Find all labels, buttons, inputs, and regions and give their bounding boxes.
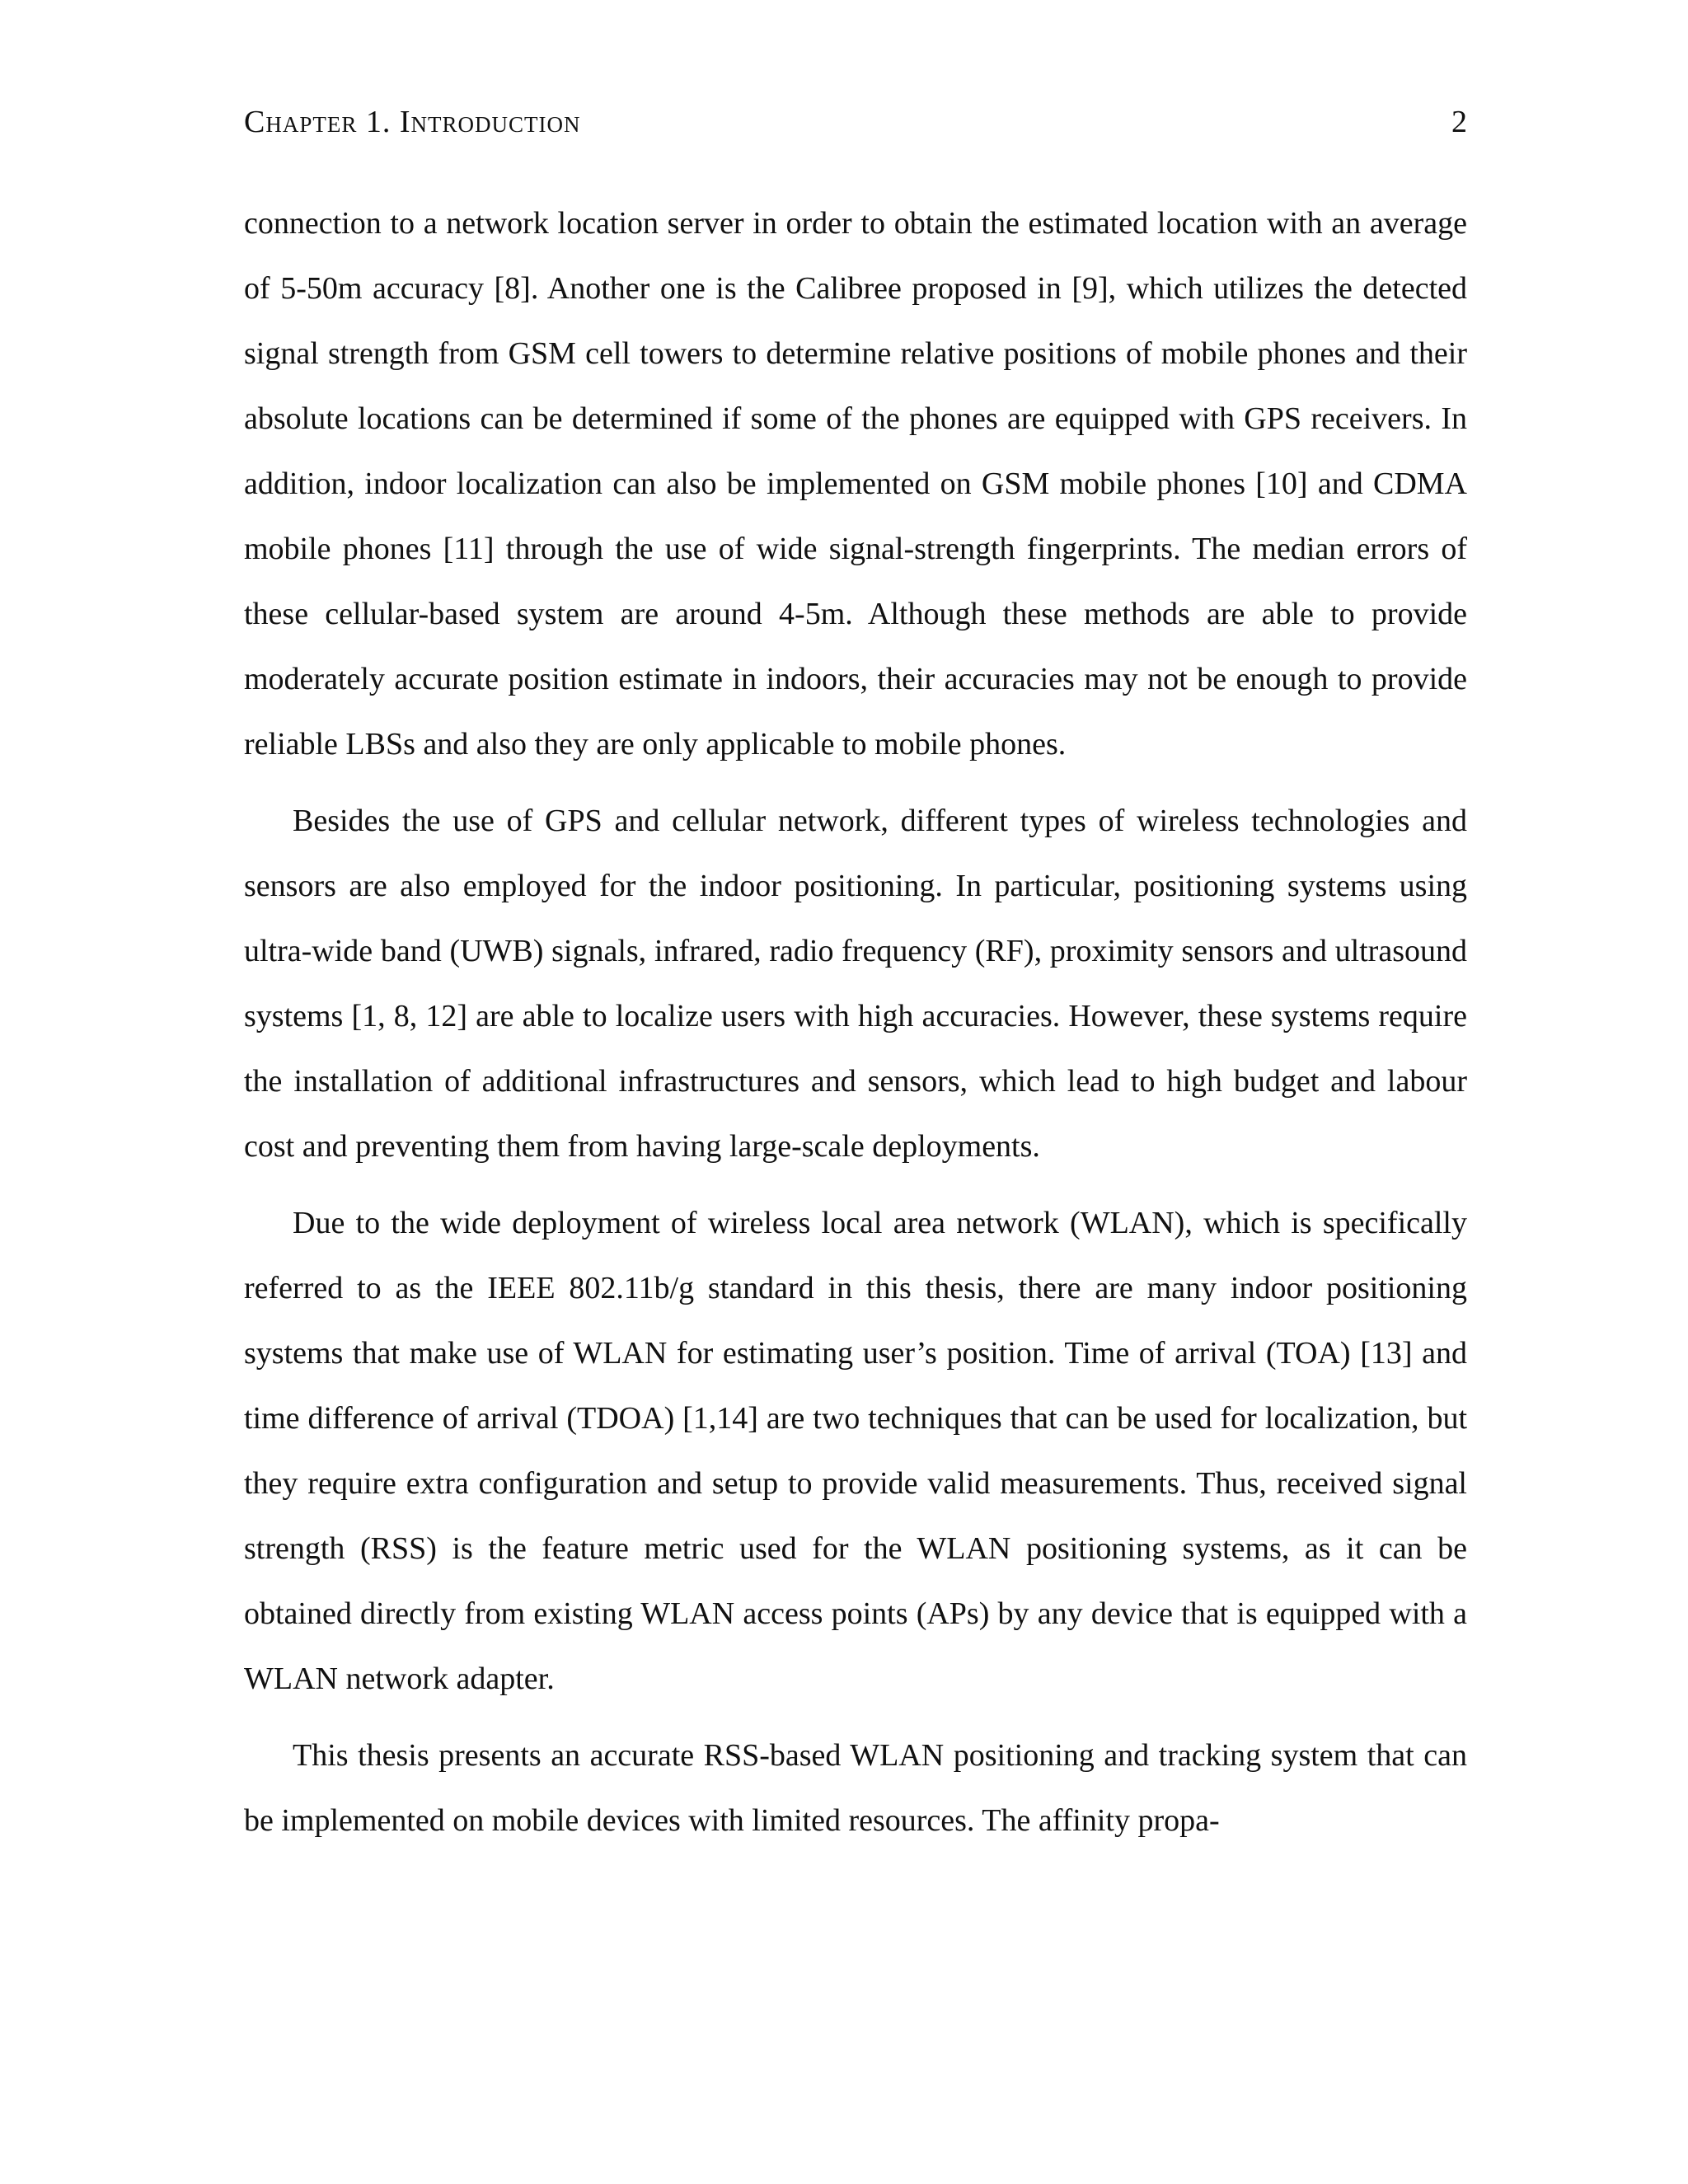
paragraph-wireless-technologies: Besides the use of GPS and cellular network, different types of wireless technologies and sensors are also employed for the indoor positioning. In particular, positioning systems using ultra-wide band (UWB) signals, infrared, radio frequency (RF), proximity sensors and ultrasound systems [1, 8, 12] are able to localize users with high accuracies. However, these systems require the installation of additional infrastructures and sensors, which lead to high budget and labour cost and preventing them from having large-scale deployments.	[244, 804, 1467, 1164]
chapter-title: Chapter 1. Introduction	[244, 105, 581, 139]
paragraph-thesis-presents: This thesis presents an accurate RSS-based WLAN positioning and tracking system that can be implemented on mobile devices with limited resources. The affinity propa-	[244, 1738, 1467, 1838]
page-number: 2	[1451, 105, 1467, 139]
paragraph-continuation: connection to a network location server in order to obtain the estimated location with an average of 5-50m accuracy [8]. Another one is the Calibree proposed in [9], which utilizes the detected signal strength from GSM cell towers to determine relative positions of mobile phones and their absolute locations can be determined if some of the phones are equipped with GPS receivers. In addition, indoor localization can also be implemented on GSM mobile phones [10] and CDMA mobile phones [11] through the use of wide signal-strength fingerprints. The median errors of these cellular-based system are around 4-5m. Although these methods are able to provide moderately accurate position estimate in indoors, their accuracies may not be enough to provide reliable LBSs and also they are only applicable to mobile phones.	[244, 206, 1467, 762]
paragraph-wlan-deployment: Due to the wide deployment of wireless local area network (WLAN), which is specifically referred to as the IEEE 802.11b/g standard in this thesis, there are many indoor positioning systems that make use of WLAN for estimating user’s position. Time of arrival (TOA) [13] and time difference of arrival (TDOA) [1,14] are two techniques that can be used for localization, but they require extra configuration and setup to provide valid measurements. Thus, received signal strength (RSS) is the feature metric used for the WLAN positioning systems, as it can be obtained directly from existing WLAN access points (APs) by any device that is equipped with a WLAN network adapter.	[244, 1206, 1467, 1696]
running-header	[244, 97, 1467, 147]
body-text	[244, 191, 1467, 1865]
